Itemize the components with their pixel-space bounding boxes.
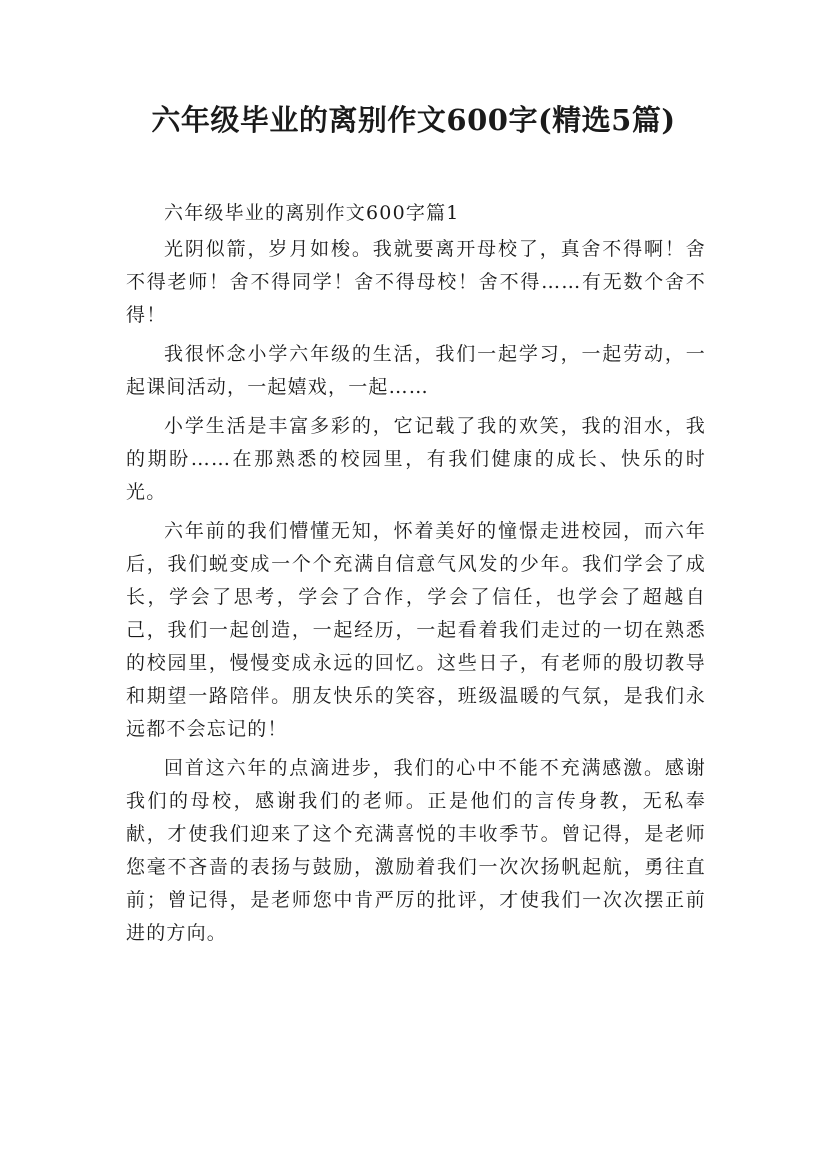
document-title: 六年级毕业的离别作文600字(精选5篇) bbox=[151, 103, 676, 137]
paragraph-1: 光阴似箭，岁月如梭。我就要离开母校了，真舍不得啊！舍不得老师！舍不得同学！舍不得母校！舍不得……有无数个舍不得！ bbox=[126, 238, 706, 326]
paragraph-2: 我很怀念小学六年级的生活，我们一起学习，一起劳动，一起课间活动，一起嬉戏，一起…… bbox=[126, 343, 706, 398]
document-body bbox=[126, 197, 706, 956]
paragraph-4: 六年前的我们懵懂无知，怀着美好的憧憬走进校园，而六年后，我们蜕变成一个个充满自信意气风发的少年。我们学会了成长，学会了思考，学会了合作，学会了信任，也学会了超越自己，我们一起创造，一起经历，一起看着我们走过的一切在熟悉的校园里，慢慢变成永远的回忆。这些日子，有老师的殷切教导和期望一路陪伴。朋友快乐的笑容，班级温暖的气氛，是我们永远都不会忘记的！ bbox=[126, 520, 706, 740]
paragraph-3: 小学生活是丰富多彩的，它记载了我的欢笑，我的泪水，我的期盼……在那熟悉的校园里，有我们健康的成长、快乐的时光。 bbox=[126, 415, 706, 503]
section-heading: 六年级毕业的离别作文600字篇1 bbox=[164, 202, 460, 224]
paragraph-5: 回首这六年的点滴进步，我们的心中不能不充满感激。感谢我们的母校，感谢我们的老师。正是他们的言传身教，无私奉献，才使我们迎来了这个充满喜悦的丰收季节。曾记得，是老师您毫不吝啬的表扬与鼓励，激励着我们一次次扬帆起航，勇往直前；曾记得，是老师您中肯严厉的批评，才使我们一次次摆正前进的方向。 bbox=[126, 757, 706, 944]
